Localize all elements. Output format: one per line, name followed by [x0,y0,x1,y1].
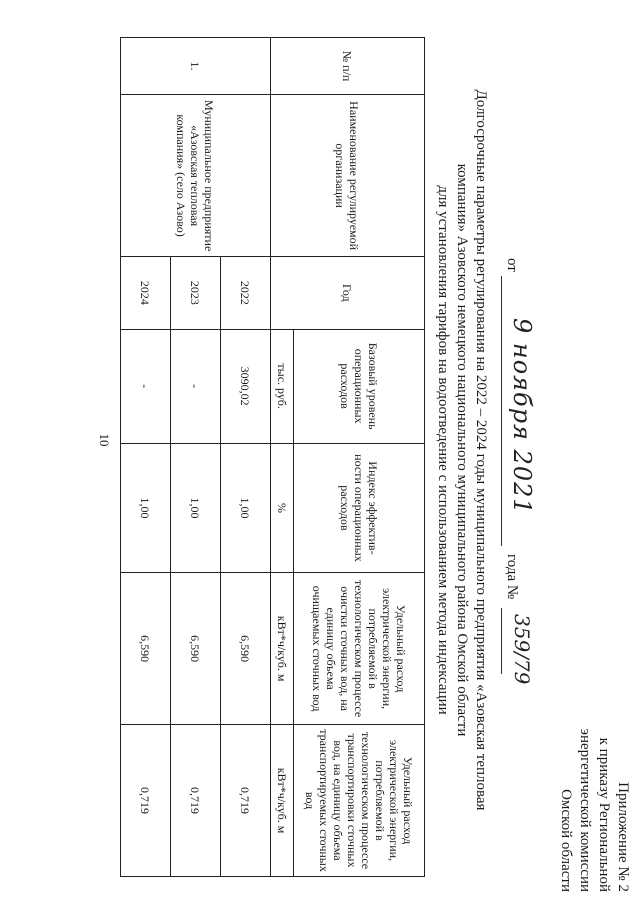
cell-year: 2024 [121,257,171,329]
header-year: Год [271,257,425,329]
unit-transport: кВт*ч/куб. м [271,725,294,877]
document-sheet [80,0,640,900]
year-number-label: года № [504,554,520,600]
cell-index: 1,00 [171,443,221,572]
title-line: для установления тарифов на водоотведение с использованием метода индексации [435,185,451,715]
appendix-block [556,712,632,892]
cell-index: 1,00 [121,443,171,572]
from-label: от [504,258,520,272]
header-org-name: Наименование регулируемой организации [271,95,425,257]
cell-cleaning: 6,590 [171,573,221,725]
org-name: Муниципальное предприятие «Азовская тепловая компания» (село Азово) [121,95,271,257]
order-date-number-line [492,258,542,818]
title-line: компания» Азовского немецкого национального муниципального района Омской области [454,163,470,737]
unit-base: тыс. руб. [271,329,294,443]
appendix-line: Омской области [558,789,574,892]
parameters-table [120,37,425,877]
appendix-line: энергетической комиссии [577,728,593,892]
appendix-title: Приложение № 2 [615,782,631,892]
cell-index: 1,00 [221,443,271,572]
handwritten-date: 9 ноября 2021 [508,318,536,515]
unit-cleaning: кВт*ч/куб. м [271,573,294,725]
cell-base: - [121,329,171,443]
table-header-row [294,38,425,877]
header-cleaning-energy: Удельный расход электрической энергии, потребляемой в технологическом процессе очистки сточных вод, на единицу объема очищаемых сточных вод [294,573,425,725]
cell-year: 2023 [171,257,221,329]
cell-transport: 0,719 [121,725,171,877]
appendix-line: к приказу Региональной [596,737,612,892]
unit-index: % [271,443,294,572]
handwritten-order-number: 359/79 [510,614,534,685]
date-underline [501,276,502,546]
document-title [433,70,490,830]
header-base-level: Базовый уровень операционных расходов [294,329,425,443]
cell-transport: 0,719 [171,725,221,877]
cell-base: - [171,329,221,443]
header-transport-energy: Удельный расход электрической энергии, потребляемой в технологическом процессе транспортировки сточных вод, на единицу объема транспортируемых сточных вод [294,725,425,877]
number-underline [501,608,502,674]
header-num: № п/п [271,38,425,95]
cell-cleaning: 6,590 [121,573,171,725]
header-efficiency-index: Индекс эффектив-ности операционных расходов [294,443,425,572]
table-row [221,38,271,877]
cell-year: 2022 [221,257,271,329]
cell-base: 3090,02 [221,329,271,443]
cell-transport: 0,719 [221,725,271,877]
cell-cleaning: 6,590 [221,573,271,725]
title-line: Долгосрочные параметры регулирования на 2022 – 2024 годы муниципального предприятия «Азовская тепловая [473,89,489,811]
page-number: 10 [97,433,112,447]
org-number: 1. [121,38,271,95]
